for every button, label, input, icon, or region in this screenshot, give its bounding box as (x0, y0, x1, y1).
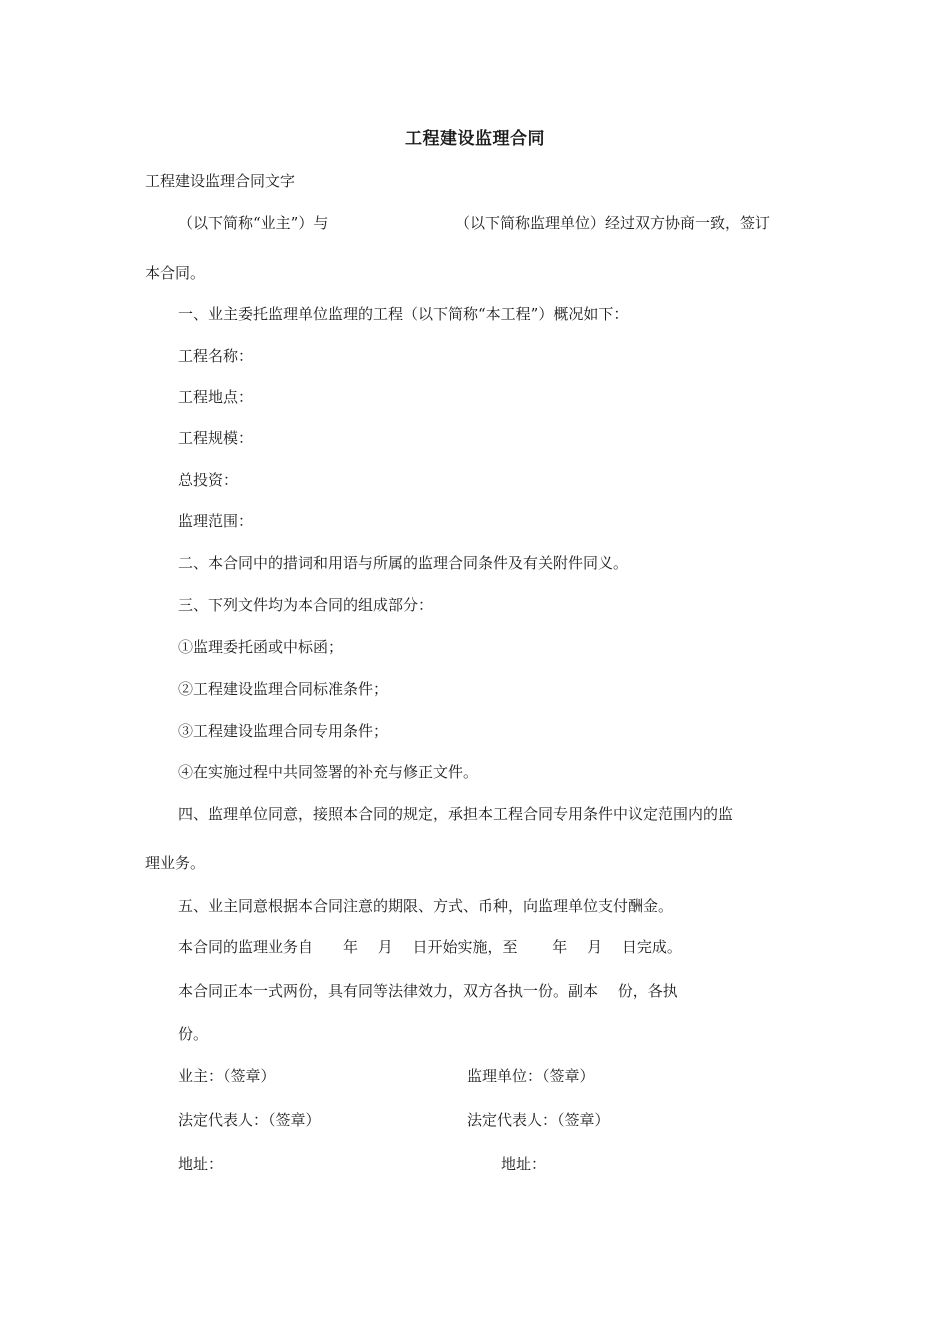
document-list-item-4: ④在实施过程中共同签署的补充与修正文件。 (178, 763, 479, 781)
intro-line-2: 本合同。 (145, 264, 206, 282)
document-list-item-3: ③工程建设监理合同专用条件； (178, 722, 389, 740)
total-investment-label: 总投资： (178, 471, 239, 489)
project-location-label: 工程地点： (178, 388, 254, 406)
clause-1: 一、业主委托监理单位监理的工程（以下简称“本工程”）概况如下： (178, 305, 629, 323)
term-line: 本合同的监理业务自 年 月 日开始实施，至 年 月 日完成。 (178, 938, 682, 956)
document-title: 工程建设监理合同 (405, 129, 545, 149)
document-list-item-1: ①监理委托函或中标函； (178, 638, 344, 656)
owner-signature: 业主：（签章） (178, 1067, 276, 1085)
document-subtitle: 工程建设监理合同文字 (145, 172, 296, 190)
clause-5: 五、业主同意根据本合同注意的期限、方式、币种，向监理单位支付酬金。 (178, 897, 674, 915)
copies-line-1: 本合同正本一式两份，具有同等法律效力，双方各执一份。副本 份，各执 (178, 982, 678, 1000)
project-name-label: 工程名称： (178, 347, 254, 365)
intro-part-b: （以下简称监理单位）经过双方协商一致，签订 (455, 214, 771, 232)
clause-2: 二、本合同中的措词和用语与所属的监理合同条件及有关附件同义。 (178, 554, 629, 572)
document-list-item-2: ②工程建设监理合同标准条件； (178, 680, 389, 698)
clause-4-line-2: 理业务。 (145, 854, 206, 872)
intro-part-a: （以下简称“业主”）与 (178, 214, 329, 232)
supervisor-signature: 监理单位：（签章） (467, 1067, 595, 1085)
supervisor-address: 地址： (501, 1155, 547, 1173)
supervisor-legal-representative: 法定代表人：（签章） (467, 1111, 610, 1129)
copies-line-2: 份。 (178, 1025, 209, 1043)
project-scale-label: 工程规模： (178, 429, 254, 447)
owner-legal-representative: 法定代表人：（签章） (178, 1111, 321, 1129)
clause-4-line-1: 四、监理单位同意，接照本合同的规定，承担本工程合同专用条件中议定范围内的监 (178, 805, 734, 823)
clause-3: 三、下列文件均为本合同的组成部分： (178, 596, 434, 614)
supervision-scope-label: 监理范围： (178, 512, 254, 530)
owner-address: 地址： (178, 1155, 224, 1173)
